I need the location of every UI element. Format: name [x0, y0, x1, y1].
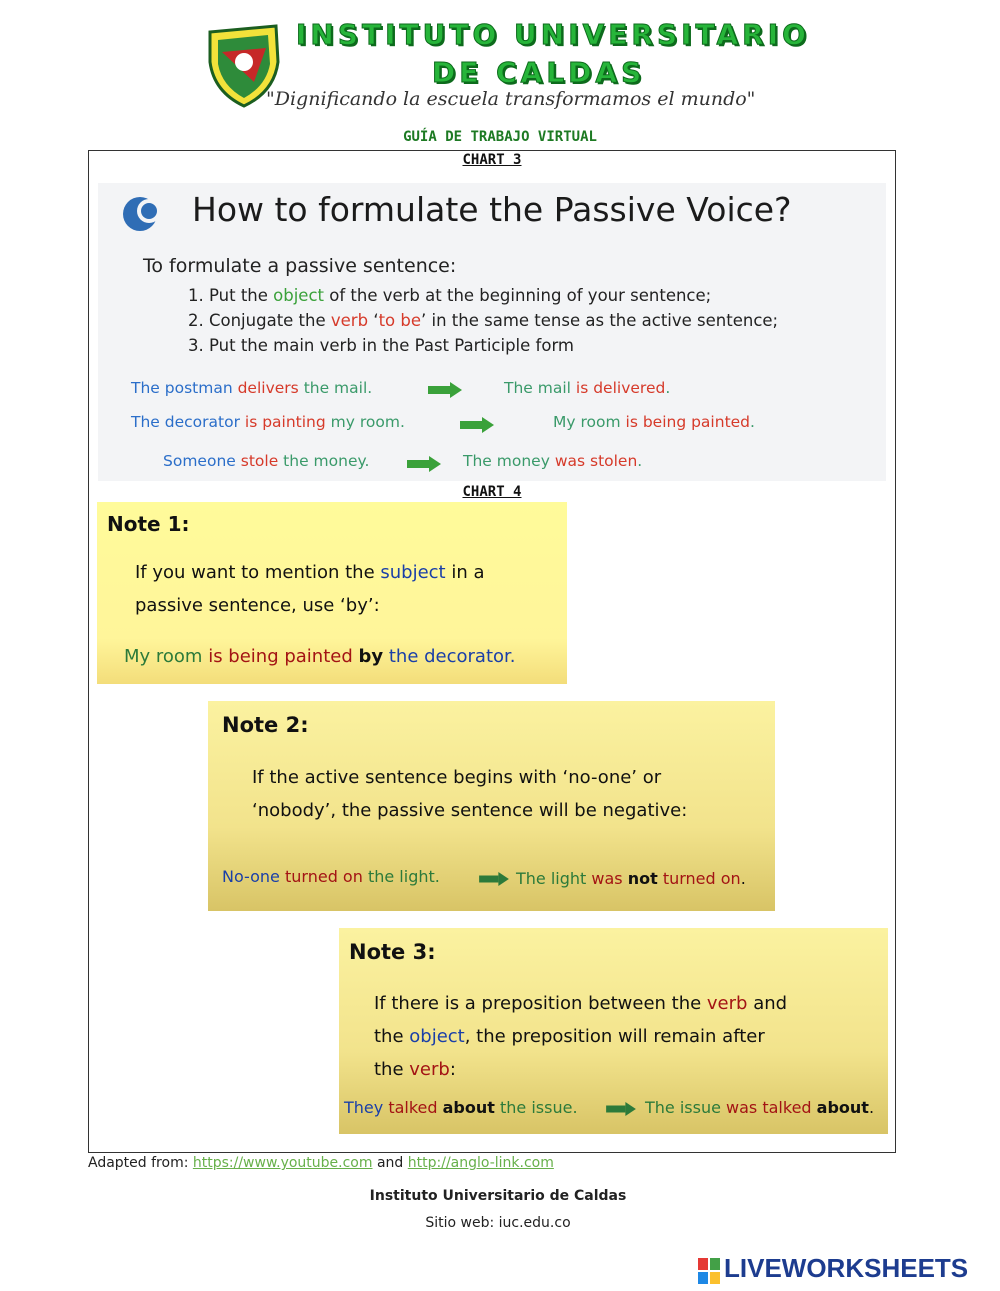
step-3: 3. Put the main verb in the Past Participle form — [188, 336, 575, 355]
step-1-text: 1. Put the — [188, 286, 274, 305]
note-2-text-b: ‘nobody’, the passive sentence will be negative: — [252, 800, 688, 821]
adapted-from-line — [88, 1155, 554, 1171]
slide-title: How to formulate the Passive Voice? — [192, 190, 792, 229]
example-2-subject: The decorator — [131, 413, 240, 431]
note-3-object: object — [409, 1026, 465, 1047]
footer-institution: Instituto Universitario de Caldas — [369, 1188, 627, 1204]
note-3-example-verb: talked — [388, 1098, 443, 1117]
example-1-passive-verb: is delivered — [575, 379, 666, 397]
note-2-text-a: If the active sentence begins with ‘no-one’ or — [252, 767, 662, 788]
note-3-verb: verb — [706, 993, 748, 1014]
note-2-example-object: the light. — [367, 867, 440, 886]
guide-title: GUÍA DE TRABAJO VIRTUAL — [403, 129, 597, 145]
example-2-verb: is painting — [244, 413, 326, 431]
example-3-object: the money. — [283, 452, 370, 470]
arrow-right-icon — [407, 456, 441, 472]
note-3-example-passive-verb: was talked — [726, 1098, 817, 1117]
note-3-text-e: the — [374, 1059, 410, 1080]
note-3-card — [339, 928, 888, 1134]
example-2-period: . — [750, 413, 755, 431]
step-1-rest: of the verb at the beginning of your sentence; — [324, 286, 712, 305]
step-1 — [188, 286, 711, 305]
example-2-passive-subject: My room — [553, 413, 621, 431]
note-3-colon: : — [449, 1059, 456, 1080]
note-3-example-subject: They — [344, 1098, 389, 1117]
arrow-right-icon — [428, 382, 462, 398]
note-1-subject: subject — [380, 562, 446, 583]
example-3-active — [163, 452, 369, 470]
note-1-text — [135, 556, 485, 622]
speech-bubble-icon — [122, 196, 166, 232]
note-1-example-agent: the decorator. — [383, 646, 516, 667]
note-3-text-a: If there is a preposition between the — [374, 993, 707, 1014]
example-2-object: my room. — [330, 413, 405, 431]
step-2-to-be: to be — [378, 311, 422, 330]
note-1-text-a: If you want to mention the — [135, 562, 381, 583]
note-2-example-passive — [516, 869, 746, 888]
arrow-right-icon — [605, 1102, 637, 1116]
note-3-text-d: , the preposition will remain after — [464, 1026, 765, 1047]
note-2-example-period: . — [740, 869, 746, 888]
note-2-title: Note 2: — [222, 713, 309, 737]
note-3-text — [374, 987, 787, 1086]
note-2-example-verb: turned on — [279, 867, 368, 886]
note-1-example — [124, 646, 516, 667]
chart4-label: CHART 4 — [462, 484, 522, 500]
note-3-example-passive-prep: about — [816, 1098, 869, 1117]
example-2-active — [131, 413, 405, 431]
liveworksheets-brand: LIVEWORKSHEETS — [724, 1253, 969, 1283]
example-2-passive-verb: is being painted — [625, 413, 751, 431]
note-1-example-by: by — [358, 646, 384, 667]
step-1-object: object — [273, 286, 325, 305]
step-2-verb: verb — [330, 311, 369, 330]
note-2-text — [252, 761, 687, 827]
example-1-active — [131, 379, 372, 397]
note-1-text-c: passive sentence, use ‘by’: — [135, 595, 380, 616]
note-3-example-period: . — [868, 1098, 875, 1117]
liveworksheets-logo-icon — [698, 1258, 720, 1284]
example-3-passive-subject: The money — [463, 452, 550, 470]
note-1-card — [97, 502, 567, 684]
adapted-and: and — [372, 1155, 408, 1171]
example-1-verb: delivers — [237, 379, 299, 397]
note-3-example-object: the issue. — [494, 1098, 578, 1117]
note-1-example-verb: is being painted — [202, 646, 359, 667]
note-2-example-was: was — [591, 869, 628, 888]
institution-motto: "Dignificando la escuela transformamos el mundo" — [266, 88, 756, 110]
example-3-verb: stole — [240, 452, 279, 470]
note-1-text-b: in a — [445, 562, 485, 583]
note-2-example-not: not — [627, 869, 658, 888]
note-1-title: Note 1: — [107, 512, 190, 536]
arrow-right-icon — [460, 417, 494, 433]
note-3-text-b: and — [747, 993, 788, 1014]
note-3-example-passive-subject: The issue — [645, 1098, 727, 1117]
example-2-passive — [553, 413, 755, 431]
example-3-subject: Someone — [163, 452, 236, 470]
note-3-example-prep: about — [442, 1098, 495, 1117]
note-2-example-passive-verb: turned on — [657, 869, 741, 888]
note-3-title: Note 3: — [349, 940, 436, 964]
note-3-example-active — [344, 1098, 578, 1117]
example-1-passive — [504, 379, 670, 397]
note-3-verb-2: verb — [409, 1059, 450, 1080]
anglo-link-link[interactable]: http://anglo-link.com — [407, 1155, 554, 1171]
footer-website: Sitio web: iuc.edu.co — [425, 1215, 571, 1231]
example-3-passive — [463, 452, 642, 470]
note-2-example-subject: No-one — [222, 867, 280, 886]
youtube-link[interactable]: https://www.youtube.com — [192, 1155, 373, 1171]
note-1-example-subject: My room — [124, 646, 203, 667]
note-3-text-c: the — [374, 1026, 410, 1047]
example-1-passive-subject: The mail — [504, 379, 571, 397]
institution-name-line1: INSTITUTO UNIVERSITARIO — [296, 18, 810, 51]
step-2-quote: ‘ — [368, 311, 379, 330]
step-2-text: 2. Conjugate the — [188, 311, 331, 330]
example-1-period: . — [665, 379, 671, 397]
note-2-example-active — [222, 867, 440, 886]
step-2 — [188, 311, 778, 330]
slide-subtitle: To formulate a passive sentence: — [143, 255, 457, 277]
note-2-card — [208, 701, 775, 911]
example-1-subject: The postman — [131, 379, 233, 397]
example-3-period: . — [637, 452, 643, 470]
chart3-label: CHART 3 — [462, 152, 522, 168]
note-3-example-passive — [645, 1098, 874, 1117]
example-3-passive-verb: was stolen — [554, 452, 638, 470]
arrow-right-icon — [478, 872, 510, 886]
example-1-object: the mail. — [303, 379, 373, 397]
step-2-rest: ’ in the same tense as the active sentence; — [421, 311, 779, 330]
note-2-example-passive-subject: The light — [516, 869, 592, 888]
institution-name-line2: DE CALDAS — [432, 56, 646, 89]
adapted-prefix: Adapted from: — [88, 1155, 193, 1171]
